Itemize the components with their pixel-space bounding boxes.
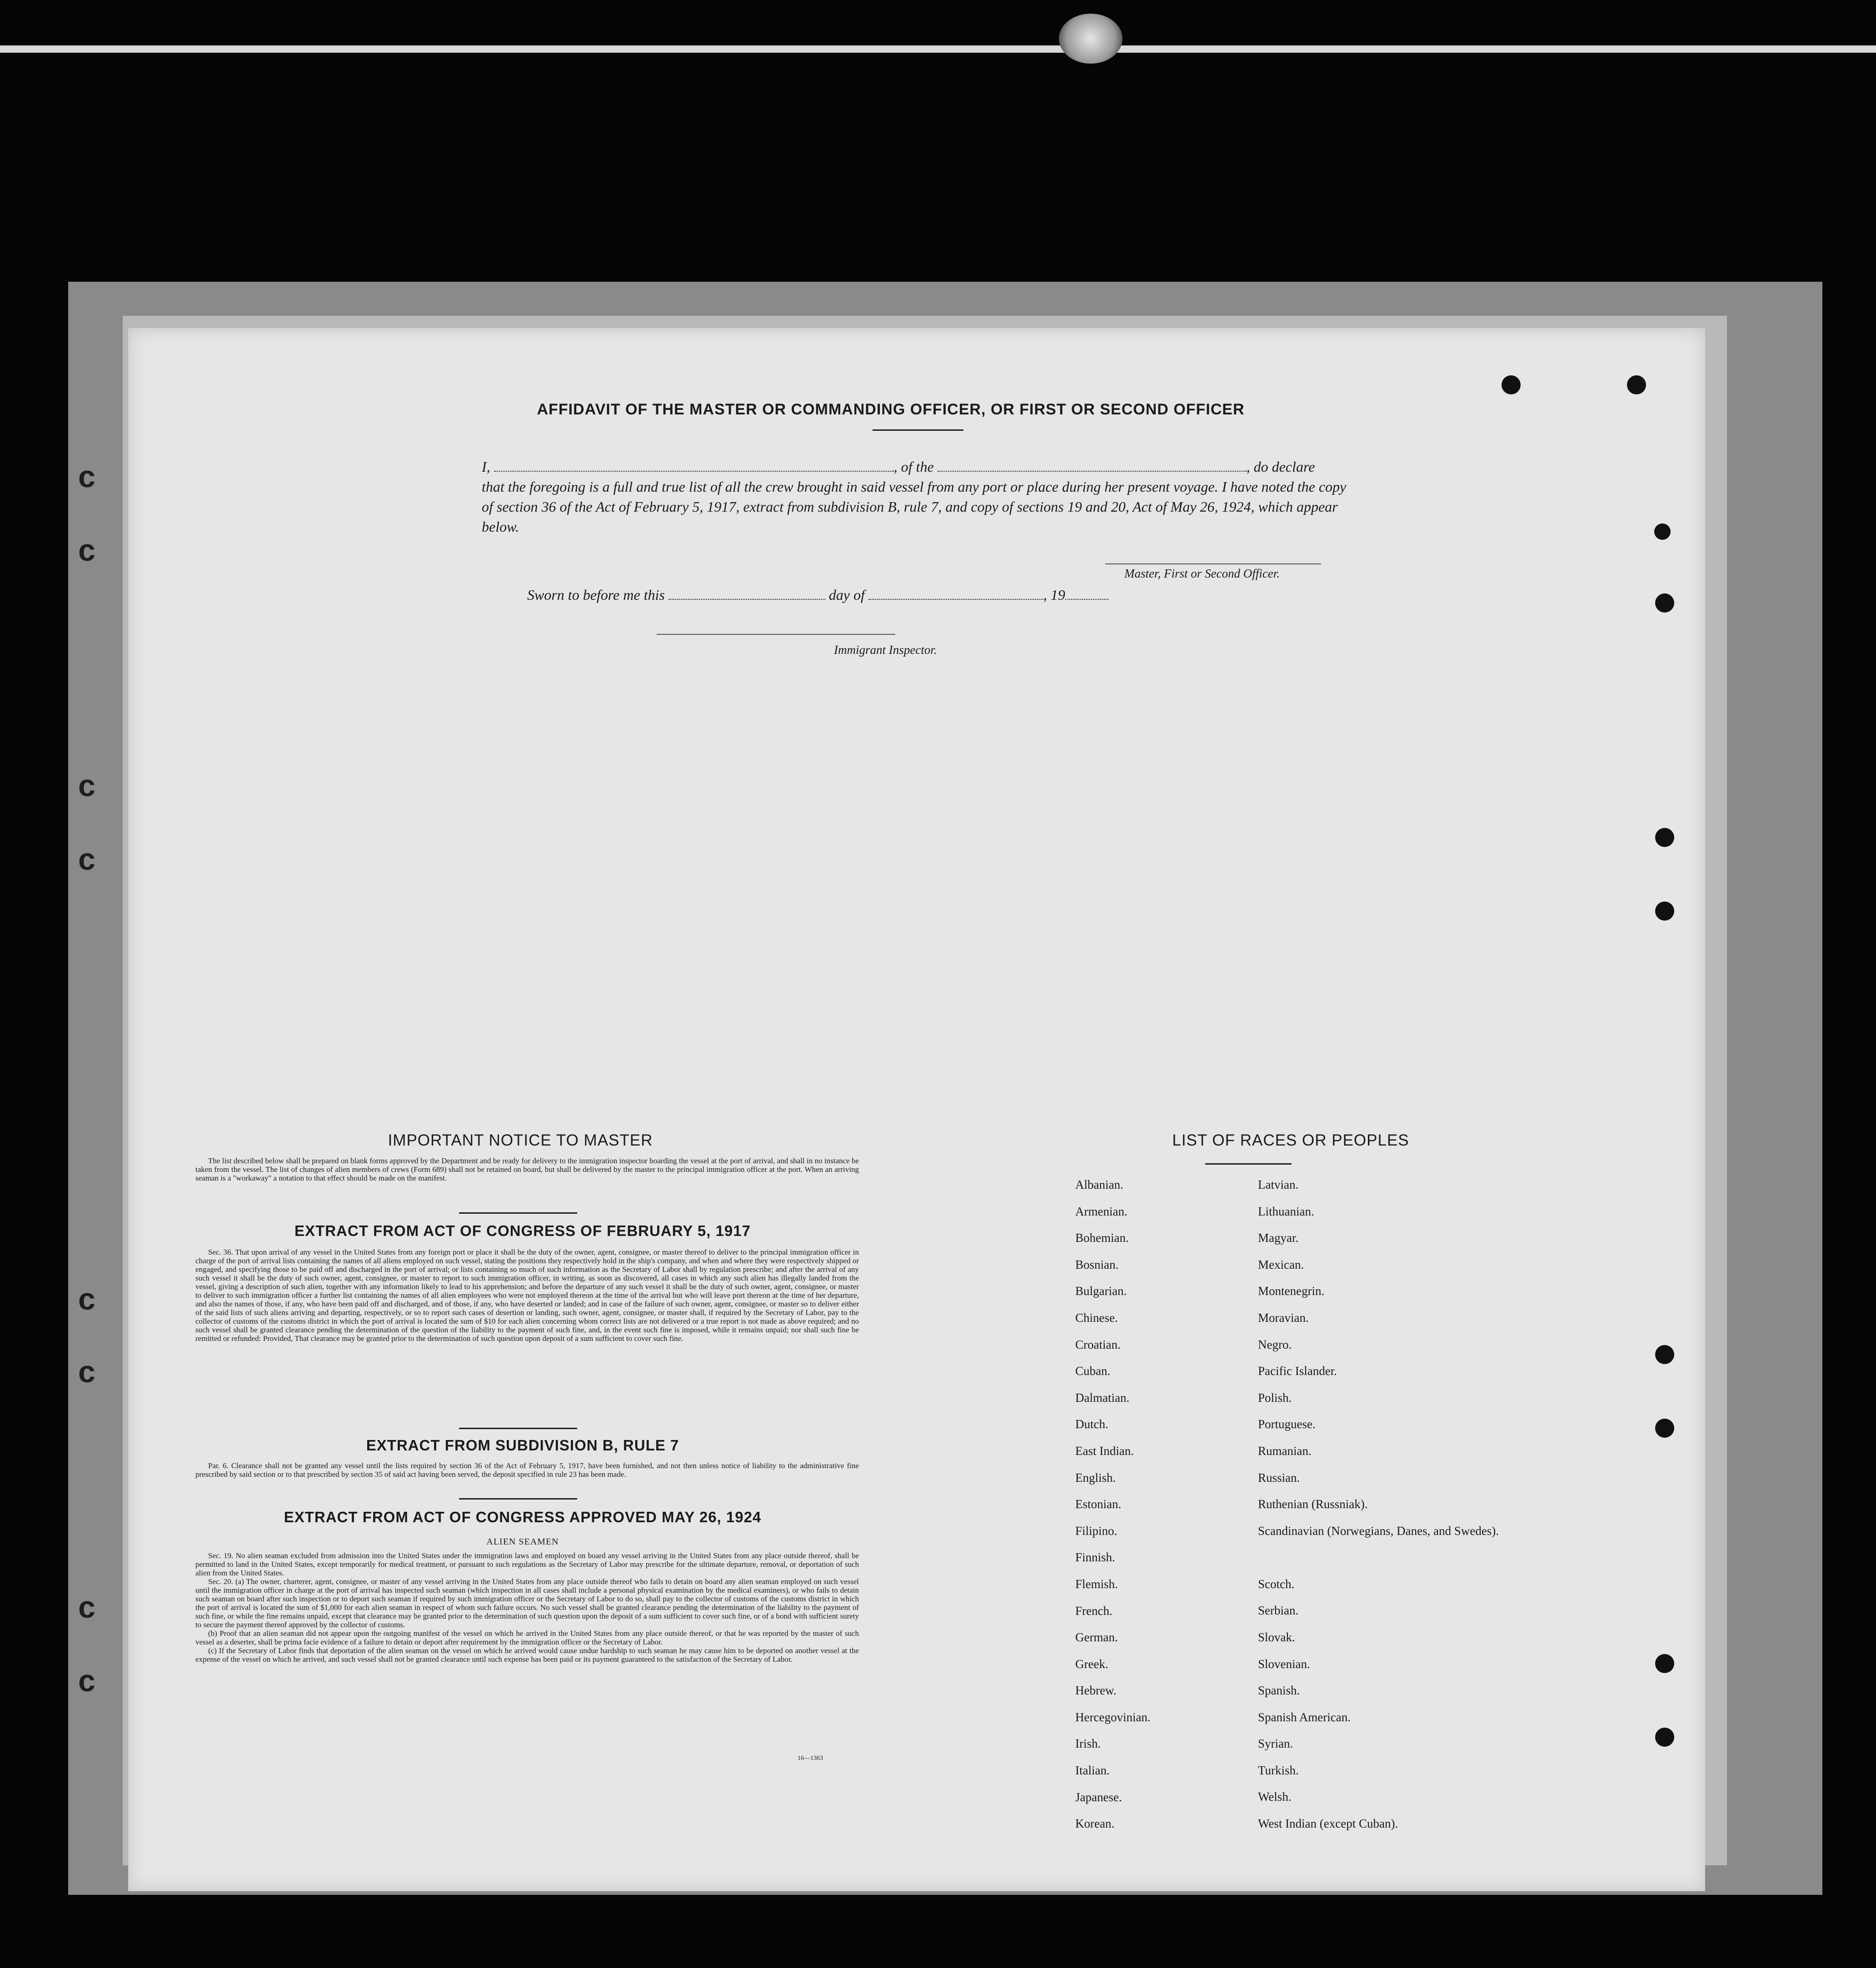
race-item: Dalmatian. <box>1075 1390 1130 1405</box>
extract-1924-text <box>195 1551 859 1664</box>
race-item: East Indian. <box>1075 1444 1134 1458</box>
race-item: Polish. <box>1258 1390 1292 1405</box>
race-item: Dutch. <box>1075 1417 1108 1431</box>
section-divider <box>459 1498 577 1500</box>
par-6-paragraph: Par. 6. Clearance shall not be granted any vessel until the lists required by section 36 of the Act of February 5, 1917, have been furnished, and not then unless notice of liability to the administrative fine prescribed by said section or to that prescribed by section 35 of said act having been served, the deposit specified in rule 23 has been made. <box>195 1461 859 1479</box>
rule7-title: EXTRACT FROM SUBDIVISION B, RULE 7 <box>366 1437 679 1454</box>
form-number: 16—1363 <box>798 1755 823 1762</box>
races-column-1 <box>1075 1178 1248 1843</box>
race-item: Portuguese. <box>1258 1417 1316 1431</box>
race-item: Spanish. <box>1258 1684 1300 1698</box>
notice-paragraph: The list described below shall be prepared on blank forms approved by the Department and be ready for delivery to the immigration inspector boarding the vessel at the port of arrival, and shall in no instance be taken from the vessel. The list of changes of alien members of crews (Form 689) shall not be retained on board, but shall be delivered by the master to the principal immigration officer at the port. When an arriving seaman is a "workaway" a notation to that effect should be made on the manifest. <box>195 1156 859 1182</box>
race-item: Pacific Islander. <box>1258 1364 1337 1378</box>
punch-hole <box>1654 523 1671 540</box>
master-signature-label: Master, First or Second Officer. <box>1124 567 1280 580</box>
section-20b-paragraph: (b) Proof that an alien seaman did not appear upon the outgoing manifest of the vessel on which he arrived in the United States from any place outside thereof, or that he was reported by the master of such vessel as a deserter, shall be prima facie evidence of a failure to detain or deport after requirement by the immigration officer or the Secretary of Labor. <box>195 1629 859 1646</box>
binder-ring-mark: c <box>78 842 95 877</box>
sworn-line <box>527 586 1108 603</box>
races-title-underline <box>1205 1163 1292 1165</box>
master-signature-line[interactable] <box>1105 563 1321 564</box>
binder-ring-mark: c <box>78 1590 95 1624</box>
race-item: Bosnian. <box>1075 1257 1119 1271</box>
section-20c-paragraph: (c) If the Secretary of Labor finds that deportation of the alien seaman on the vessel on which he arrived would cause undue hardship to such seaman he may cause him to be deported on another vessel at the expense of the vessel on which he arrived, and such vessel shall not be granted clearance until such expense has been paid or its payment guaranteed to the satisfaction of the Secretary of Labor. <box>195 1646 859 1664</box>
year-label: , 19 <box>1043 587 1065 603</box>
race-item: Slovak. <box>1258 1630 1295 1644</box>
race-item: Cuban. <box>1075 1364 1111 1378</box>
do-declare-label: , do declare <box>1246 458 1315 475</box>
race-item: Estonian. <box>1075 1497 1122 1511</box>
extract-1924-title: EXTRACT FROM ACT OF CONGRESS APPROVED MAY 26, 1924 <box>284 1509 762 1525</box>
race-item: Negro. <box>1258 1337 1292 1351</box>
inspector-label: Immigrant Inspector. <box>834 643 937 657</box>
race-item: Japanese. <box>1075 1790 1122 1804</box>
race-item: Latvian. <box>1258 1178 1299 1191</box>
race-item: Bulgarian. <box>1075 1284 1127 1298</box>
punch-hole <box>1655 1345 1674 1364</box>
declaration-text <box>482 457 1359 537</box>
race-item: German. <box>1075 1630 1118 1644</box>
race-item: Slovenian. <box>1258 1657 1310 1671</box>
day-blank[interactable] <box>669 586 825 600</box>
binder-ring-mark: c <box>78 533 95 568</box>
race-item: Korean. <box>1075 1817 1115 1831</box>
month-blank[interactable] <box>868 586 1043 600</box>
race-item: Finnish. <box>1075 1550 1115 1564</box>
title-underline <box>873 429 963 431</box>
inspector-signature-line[interactable] <box>657 634 895 635</box>
punch-hole <box>1655 1419 1674 1438</box>
race-item: Chinese. <box>1075 1310 1118 1325</box>
race-item: Russian. <box>1258 1470 1300 1485</box>
day-of-label: day of <box>828 587 865 603</box>
year-blank[interactable] <box>1065 586 1108 600</box>
race-item: Hercegovinian. <box>1075 1710 1151 1724</box>
punch-hole <box>1655 1728 1674 1747</box>
race-item: English. <box>1075 1470 1116 1485</box>
section-20a-paragraph: Sec. 20. (a) The owner, charterer, agent, consignee, or master of any vessel arriving in the United States from any place outside thereof who fails to detain on board any alien seaman employed on such vessel until the immigration officer in charge at the port of arrival has inspected such seaman (which inspection in all cases shall include a personal physical examination by the medical examiners), or who fails to detain such seaman on board after such inspection or to deport such seaman if required by such immigration officer or the Secretary of Labor to do so, shall pay to the collector of customs of the customs district in which the port of arrival is located the sum of $1,000 for each alien seaman in respect of whom such failure occurs. No such vessel shall be granted clearance pending the determination of the liability to the payment of such fine, or while the fine remains unpaid, except that clearance may be granted prior to the determination of such question upon the deposit of a sum sufficient to cover such fine, or of a bond with sufficient surety to secure the payment thereof approved by the collector of customs. <box>195 1577 859 1629</box>
race-item: Syrian. <box>1258 1737 1293 1751</box>
race-item: Hebrew. <box>1075 1684 1117 1698</box>
race-item: Scandinavian (Norwegians, Danes, and Swedes). <box>1258 1524 1499 1538</box>
of-the-label: , of the <box>893 458 934 475</box>
section-36-paragraph: Sec. 36. That upon arrival of any vessel in the United States from any foreign port or place it shall be the duty of the owner, agent, consignee, or master thereof to deliver to the principal immigration officer in charge of the port of arrival lists containing the names of all aliens employed on such vessel, stating the positions they respectively hold in the ship's company, and when and where they were respectively shipped or engaged, and specifying those to be paid off and discharged in the port of arrival; or lists containing so much of such information as the Secretary of Labor shall by regulation prescribe; and after the arrival of any such vessel it shall be the duty of such owner, agent, consignee, or master to report to such immigration officer, in writing, as soon as discovered, all cases in which any such alien has illegally landed from the vessel, giving a description of such alien, together with any information likely to lead to his apprehension; and before the departure of any such vessel it shall be the duty of such owner, agent, consignee, or master to deliver to such immigration officer a further list containing the names of all alien employees who were not employed thereon at the time of the arrival but who will leave port thereon at the time of her departure, and also the names of those, if any, who have been paid off and discharged, and of those, if any, who have deserted or landed; and in case of the failure of such owner, agent, consignee, or master so to deliver either of the said lists of such aliens arriving and departing, respectively, or so to report such cases of desertion or landing, such owner, agent, consignee, or master shall, if required by the Secretary of Labor, pay to the collector of customs of the customs district in which the port of arrival is located the sum of $10 for each alien concerning whom correct lists are not delivered or a true report is not made as above required; and no such vessel shall be granted clearance pending the determination of the question of the liability to the payment of such fine, and, in the event such fine is imposed, while it remains unpaid; nor shall such fine be remitted or refunded: Provided, That clearance may be granted prior to the determination of such question upon deposit of a sum sufficient to cover such fine. <box>195 1248 859 1343</box>
scan-mark <box>1059 14 1123 64</box>
extract-1917-text <box>195 1248 859 1343</box>
section-divider <box>459 1428 577 1429</box>
section-19-paragraph: Sec. 19. No alien seaman excluded from admission into the United States under the immigration laws and employed on board any vessel arriving in the United States from any place outside thereof, shall be permitted to land in the United States, except temporarily for medical treatment, or pursuant to such regulations as the Secretary of Labor may prescribe for the ultimate departure, removal, or deportation of such alien from the United States. <box>195 1551 859 1577</box>
binder-ring-mark: c <box>78 459 95 494</box>
name-blank[interactable] <box>494 458 894 472</box>
race-item: Rumanian. <box>1258 1444 1312 1458</box>
races-column-2 <box>1258 1178 1499 1843</box>
punch-hole <box>1627 375 1646 394</box>
extract-1917-title: EXTRACT FROM ACT OF CONGRESS OF FEBRUARY 5, 1917 <box>294 1222 751 1239</box>
declaration-body: that the foregoing is a full and true list of all the crew brought in said vessel from any port or place during her present voyage. I have noted the copy of section 36 of the Act of February 5, 1917, extract from subdivision B, rule 7, and copy of sections 19 and 20, Act of May 26, 1924, which appear below. <box>482 478 1347 535</box>
punch-hole <box>1655 902 1674 921</box>
race-item: Welsh. <box>1258 1790 1292 1804</box>
rule7-text <box>195 1461 859 1479</box>
race-item: Turkish. <box>1258 1763 1299 1777</box>
punch-hole <box>1655 828 1674 847</box>
race-item: Flemish. <box>1075 1577 1118 1591</box>
alien-seamen-heading: ALIEN SEAMEN <box>486 1537 559 1547</box>
binder-ring-mark: c <box>78 1282 95 1316</box>
race-item: Ruthenian (Russniak). <box>1258 1497 1368 1511</box>
binder-ring-mark: c <box>78 1355 95 1389</box>
race-item: Italian. <box>1075 1764 1110 1778</box>
scan-top-edge <box>0 45 1876 53</box>
notice-text <box>195 1156 859 1182</box>
punch-hole <box>1502 375 1521 394</box>
race-item: Filipino. <box>1075 1524 1118 1538</box>
race-item: Magyar. <box>1258 1231 1299 1245</box>
notice-title: IMPORTANT NOTICE TO MASTER <box>388 1131 653 1149</box>
section-divider <box>459 1212 577 1214</box>
race-item: Albanian. <box>1075 1178 1123 1191</box>
race-item: Bohemian. <box>1075 1231 1129 1245</box>
race-item: Irish. <box>1075 1737 1101 1751</box>
vessel-blank[interactable] <box>938 458 1247 472</box>
race-item: Montenegrin. <box>1258 1284 1325 1298</box>
races-title: LIST OF RACES OR PEOPLES <box>1172 1131 1409 1149</box>
race-item: Spanish American. <box>1258 1710 1351 1724</box>
punch-hole <box>1655 1654 1674 1673</box>
race-item: Mexican. <box>1258 1257 1304 1271</box>
race-item: Scotch. <box>1258 1577 1295 1591</box>
binder-ring-mark: c <box>78 768 95 803</box>
race-item: Serbian. <box>1258 1604 1299 1618</box>
race-item: Greek. <box>1075 1657 1108 1671</box>
declarant-prefix: I, <box>482 458 490 475</box>
punch-hole <box>1655 593 1674 613</box>
race-item: Croatian. <box>1075 1337 1121 1351</box>
sworn-label: Sworn to before me this <box>527 587 665 603</box>
race-item: West Indian (except Cuban). <box>1258 1817 1398 1831</box>
race-item: French. <box>1075 1604 1113 1618</box>
race-item: Armenian. <box>1075 1204 1128 1218</box>
race-item: Lithuanian. <box>1258 1204 1314 1218</box>
binder-ring-mark: c <box>78 1664 95 1698</box>
affidavit-title: AFFIDAVIT OF THE MASTER OR COMMANDING OFFICER, OR FIRST OR SECOND OFFICER <box>537 401 1245 418</box>
race-item: Moravian. <box>1258 1310 1309 1325</box>
